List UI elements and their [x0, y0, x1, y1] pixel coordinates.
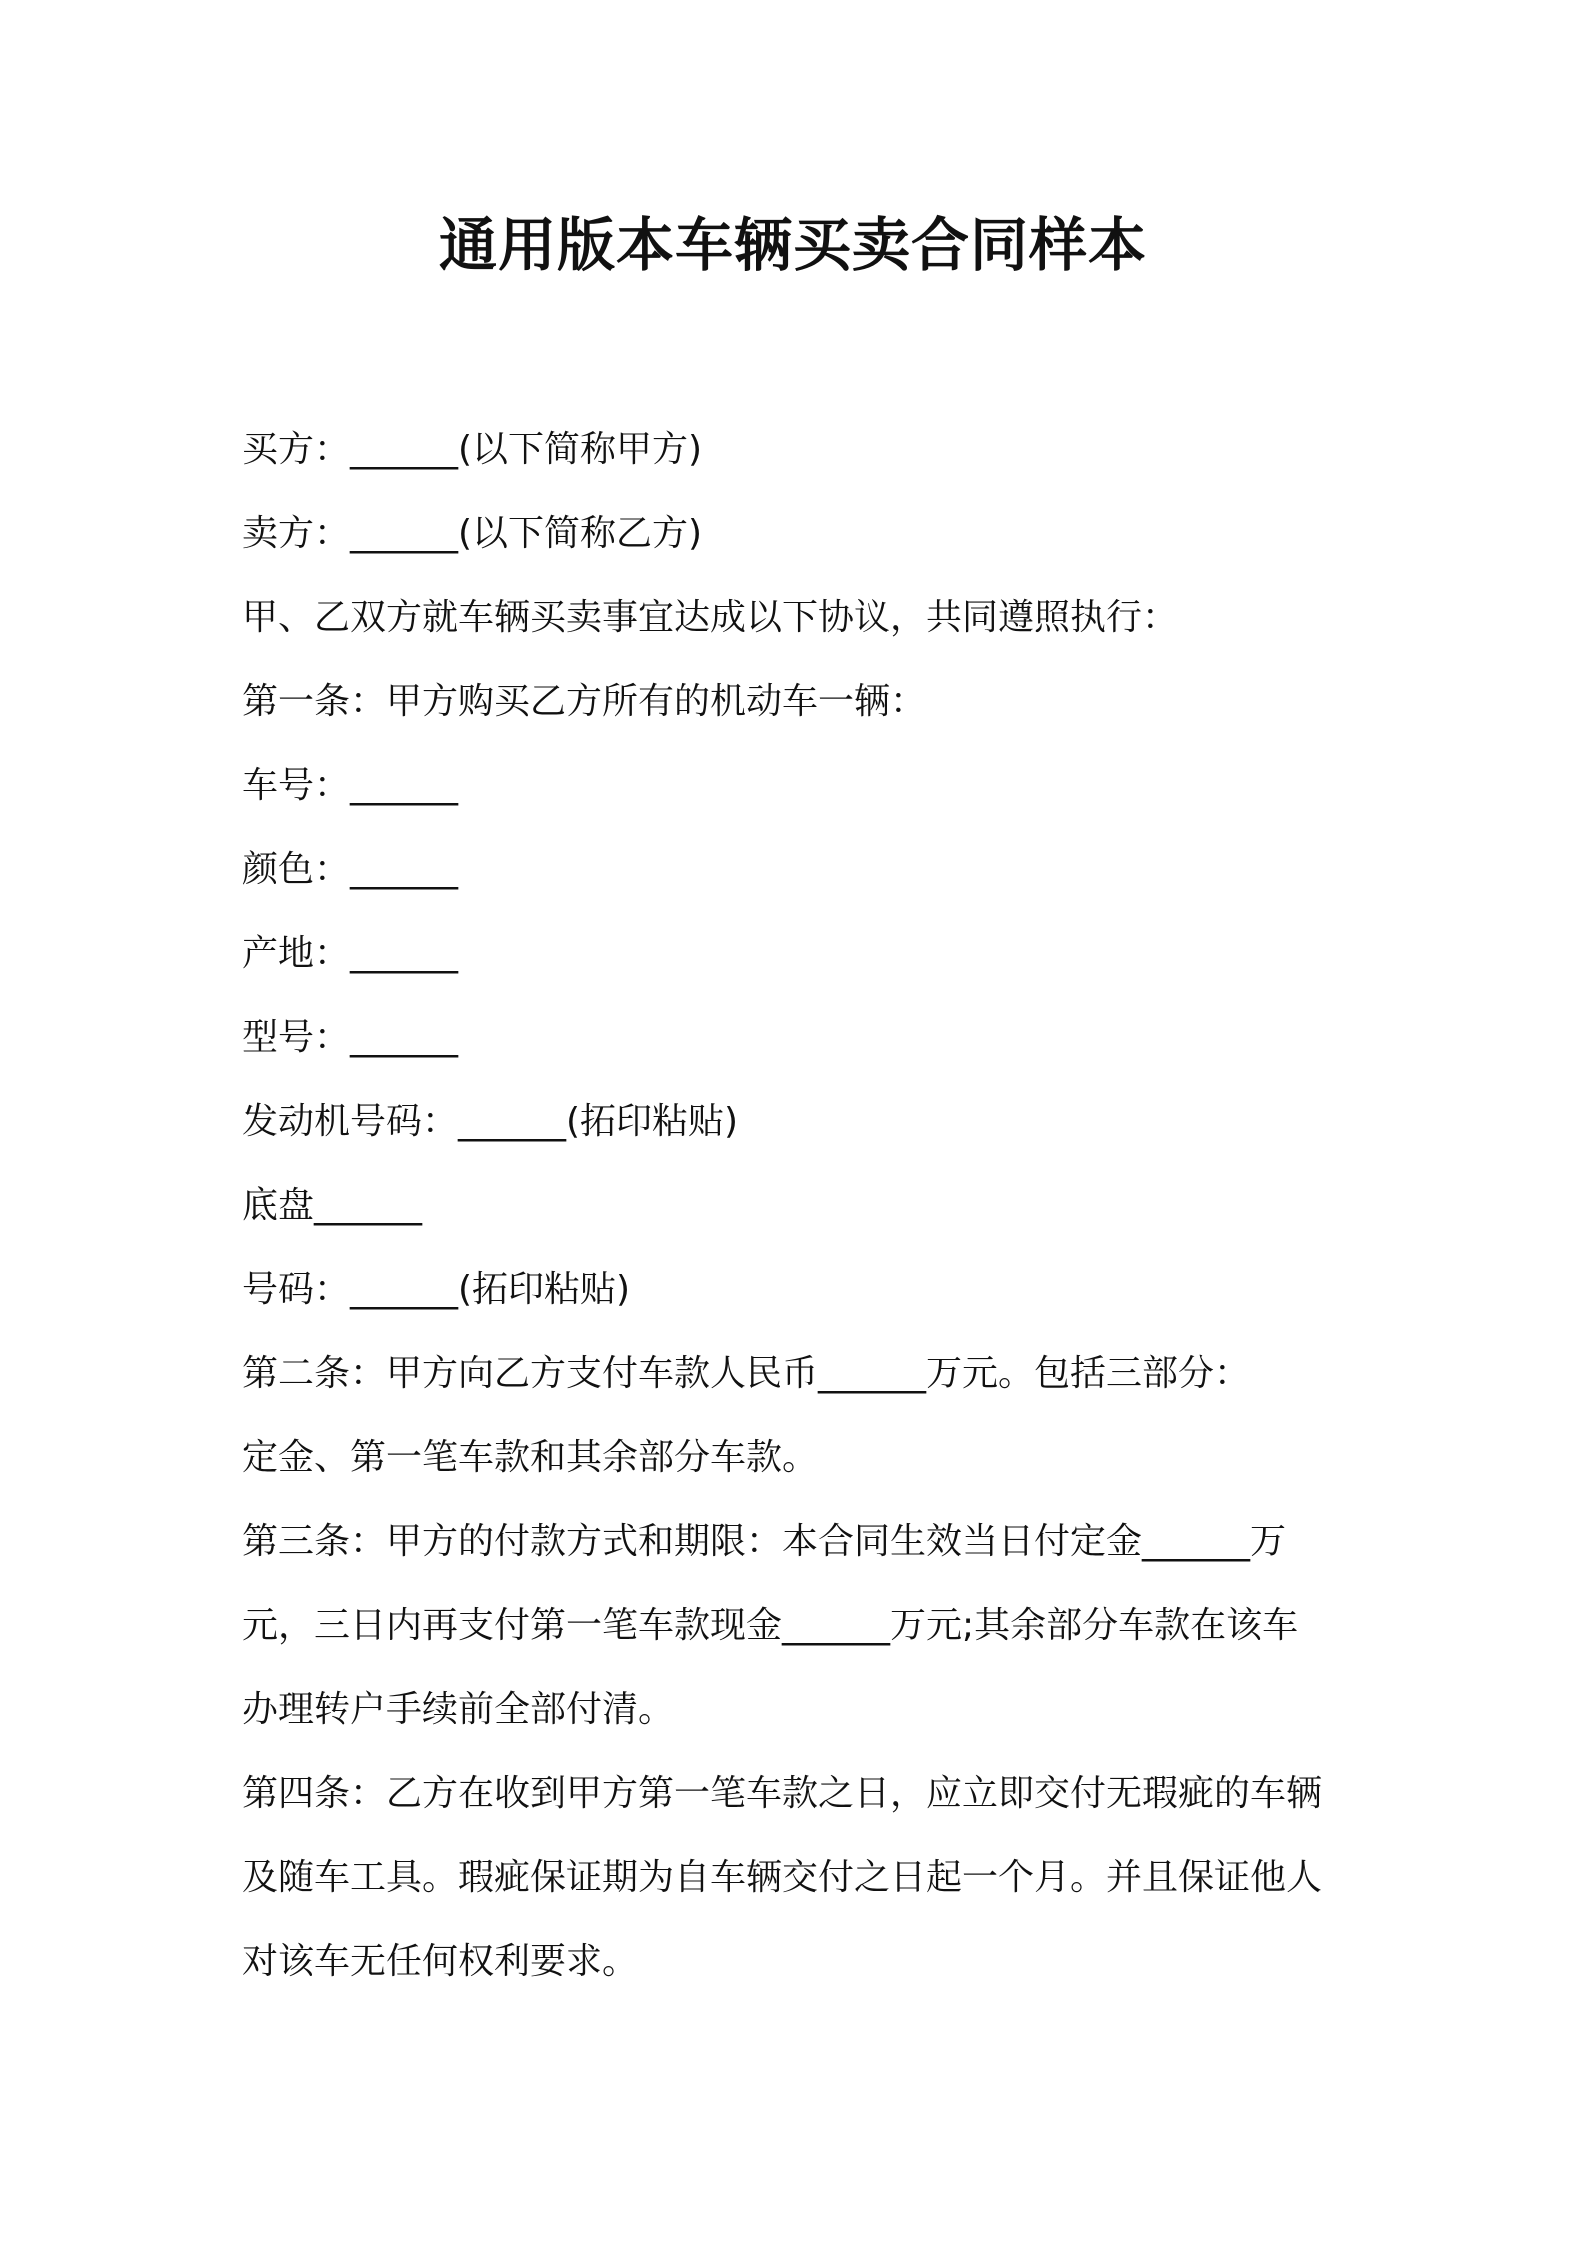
- article-2-line-1: 第二条：甲方向乙方支付车款人民币______万元。包括三部分：: [242, 1353, 1251, 1394]
- chassis-number-line: 号码：______(拓印粘贴): [242, 1269, 631, 1310]
- article-3-line-1: 第三条：甲方的付款方式和期限：本合同生效当日付定金______万: [242, 1521, 1287, 1562]
- document-title: 通用版本车辆买卖合同样本: [438, 211, 1147, 279]
- article-3-line-3: 办理转户手续前全部付清。: [242, 1689, 675, 1730]
- seller-line: 卖方：______(以下简称乙方): [242, 513, 703, 554]
- article-4-line-1: 第四条：乙方在收到甲方第一笔车款之日，应立即交付无瑕疵的车辆: [242, 1773, 1323, 1814]
- article-4-line-3: 对该车无任何权利要求。: [242, 1941, 639, 1982]
- chassis-line: 底盘______: [242, 1185, 423, 1226]
- plate-number-line: 车号：______: [242, 765, 459, 806]
- color-line: 颜色：______: [242, 849, 459, 890]
- buyer-line: 买方：______(以下简称甲方): [242, 429, 703, 470]
- origin-line: 产地：______: [242, 933, 459, 974]
- model-line: 型号：______: [242, 1017, 459, 1058]
- article-1-heading: 第一条：甲方购买乙方所有的机动车一辆：: [242, 681, 927, 722]
- article-3-line-2: 元，三日内再支付第一笔车款现金______万元;其余部分车款在该车: [242, 1605, 1299, 1646]
- article-2-line-2: 定金、第一笔车款和其余部分车款。: [242, 1437, 819, 1478]
- agreement-intro: 甲、乙双方就车辆买卖事宜达成以下协议，共同遵照执行：: [242, 597, 1179, 638]
- contract-body: [242, 408, 1362, 2004]
- engine-number-line: 发动机号码：______(拓印粘贴): [242, 1101, 739, 1142]
- article-4-line-2: 及随车工具。瑕疵保证期为自车辆交付之日起一个月。并且保证他人: [242, 1857, 1323, 1898]
